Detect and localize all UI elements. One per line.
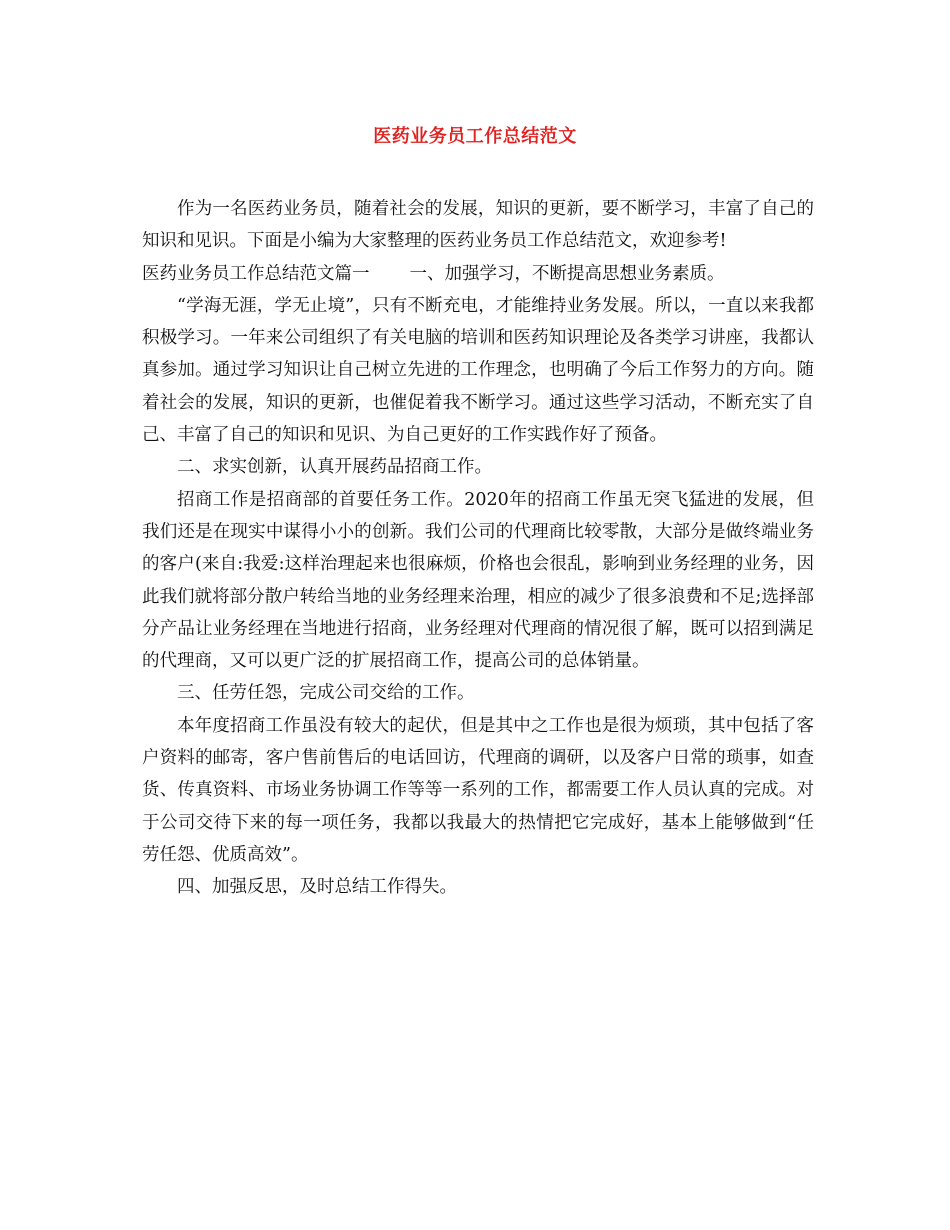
section-heading-2: 二、求实创新，认真开展药品招商工作。	[177, 457, 492, 478]
paragraph-2: 招商工作是招商部的首要任务工作。2020年的招商工作虽无突飞猛进的发展，但我们还是在现实中谋得小小的创新。我们公司的代理商比较零散，大部分是做终端业务的客户(来自:我爱:这样治理起来也很麻烦，价格也会很乱，影响到业务经理的业务，因此我们就将部分散户转给当地的业务经理来治理，相应的减少了很多浪费和不足;选择部分产品让业务经理在当地进行招商，业务经理对代理商的情况很了解，既可以招到满足的代理商，又可以更广泛的扩展招商工作，提高公司的总体销量。	[142, 489, 814, 672]
part-line	[142, 258, 814, 290]
paragraph-1: “学海无涯，学无止境”，只有不断充电，才能维持业务发展。所以，一直以来我都积极学习。一年来公司组织了有关电脑的培训和医药知识理论及各类学习讲座，我都认真参加。通过学习知识让自己树立先进的工作理念，也明确了今后工作努力的方向。随着社会的发展，知识的更新，也催促着我不断学习。通过这些学习活动，不断充实了自己、丰富了自己的知识和见识、为自己更好的工作实践作好了预备。	[142, 295, 814, 446]
part-label: 医药业务员工作总结范文篇一	[142, 263, 370, 284]
document-title: 医药业务员工作总结范文	[373, 126, 577, 147]
paragraph-3: 本年度招商工作虽没有较大的起伏，但是其中之工作也是很为烦琐，其中包括了客户资料的邮寄，客户售前售后的电话回访，代理商的调研，以及客户日常的琐事，如查货、传真资料、市场业务协调工作等等一系列的工作，都需要工作人员认真的完成。对于公司交待下来的每一项任务，我都以我最大的热情把它完成好，基本上能够做到“任劳任怨、优质高效”。	[142, 715, 814, 865]
section-heading-4: 四、加强反思，及时总结工作得失。	[177, 877, 457, 898]
document-body	[142, 193, 814, 904]
intro-paragraph: 作为一名医药业务员，随着社会的发展，知识的更新，要不断学习，丰富了自己的知识和见识。下面是小编为大家整理的医药业务员工作总结范文，欢迎参考!	[142, 199, 814, 252]
section-heading-3: 三、任劳任怨，完成公司交给的工作。	[177, 683, 475, 704]
section-heading-1: 一、加强学习，不断提高思想业务素质。	[409, 263, 725, 284]
